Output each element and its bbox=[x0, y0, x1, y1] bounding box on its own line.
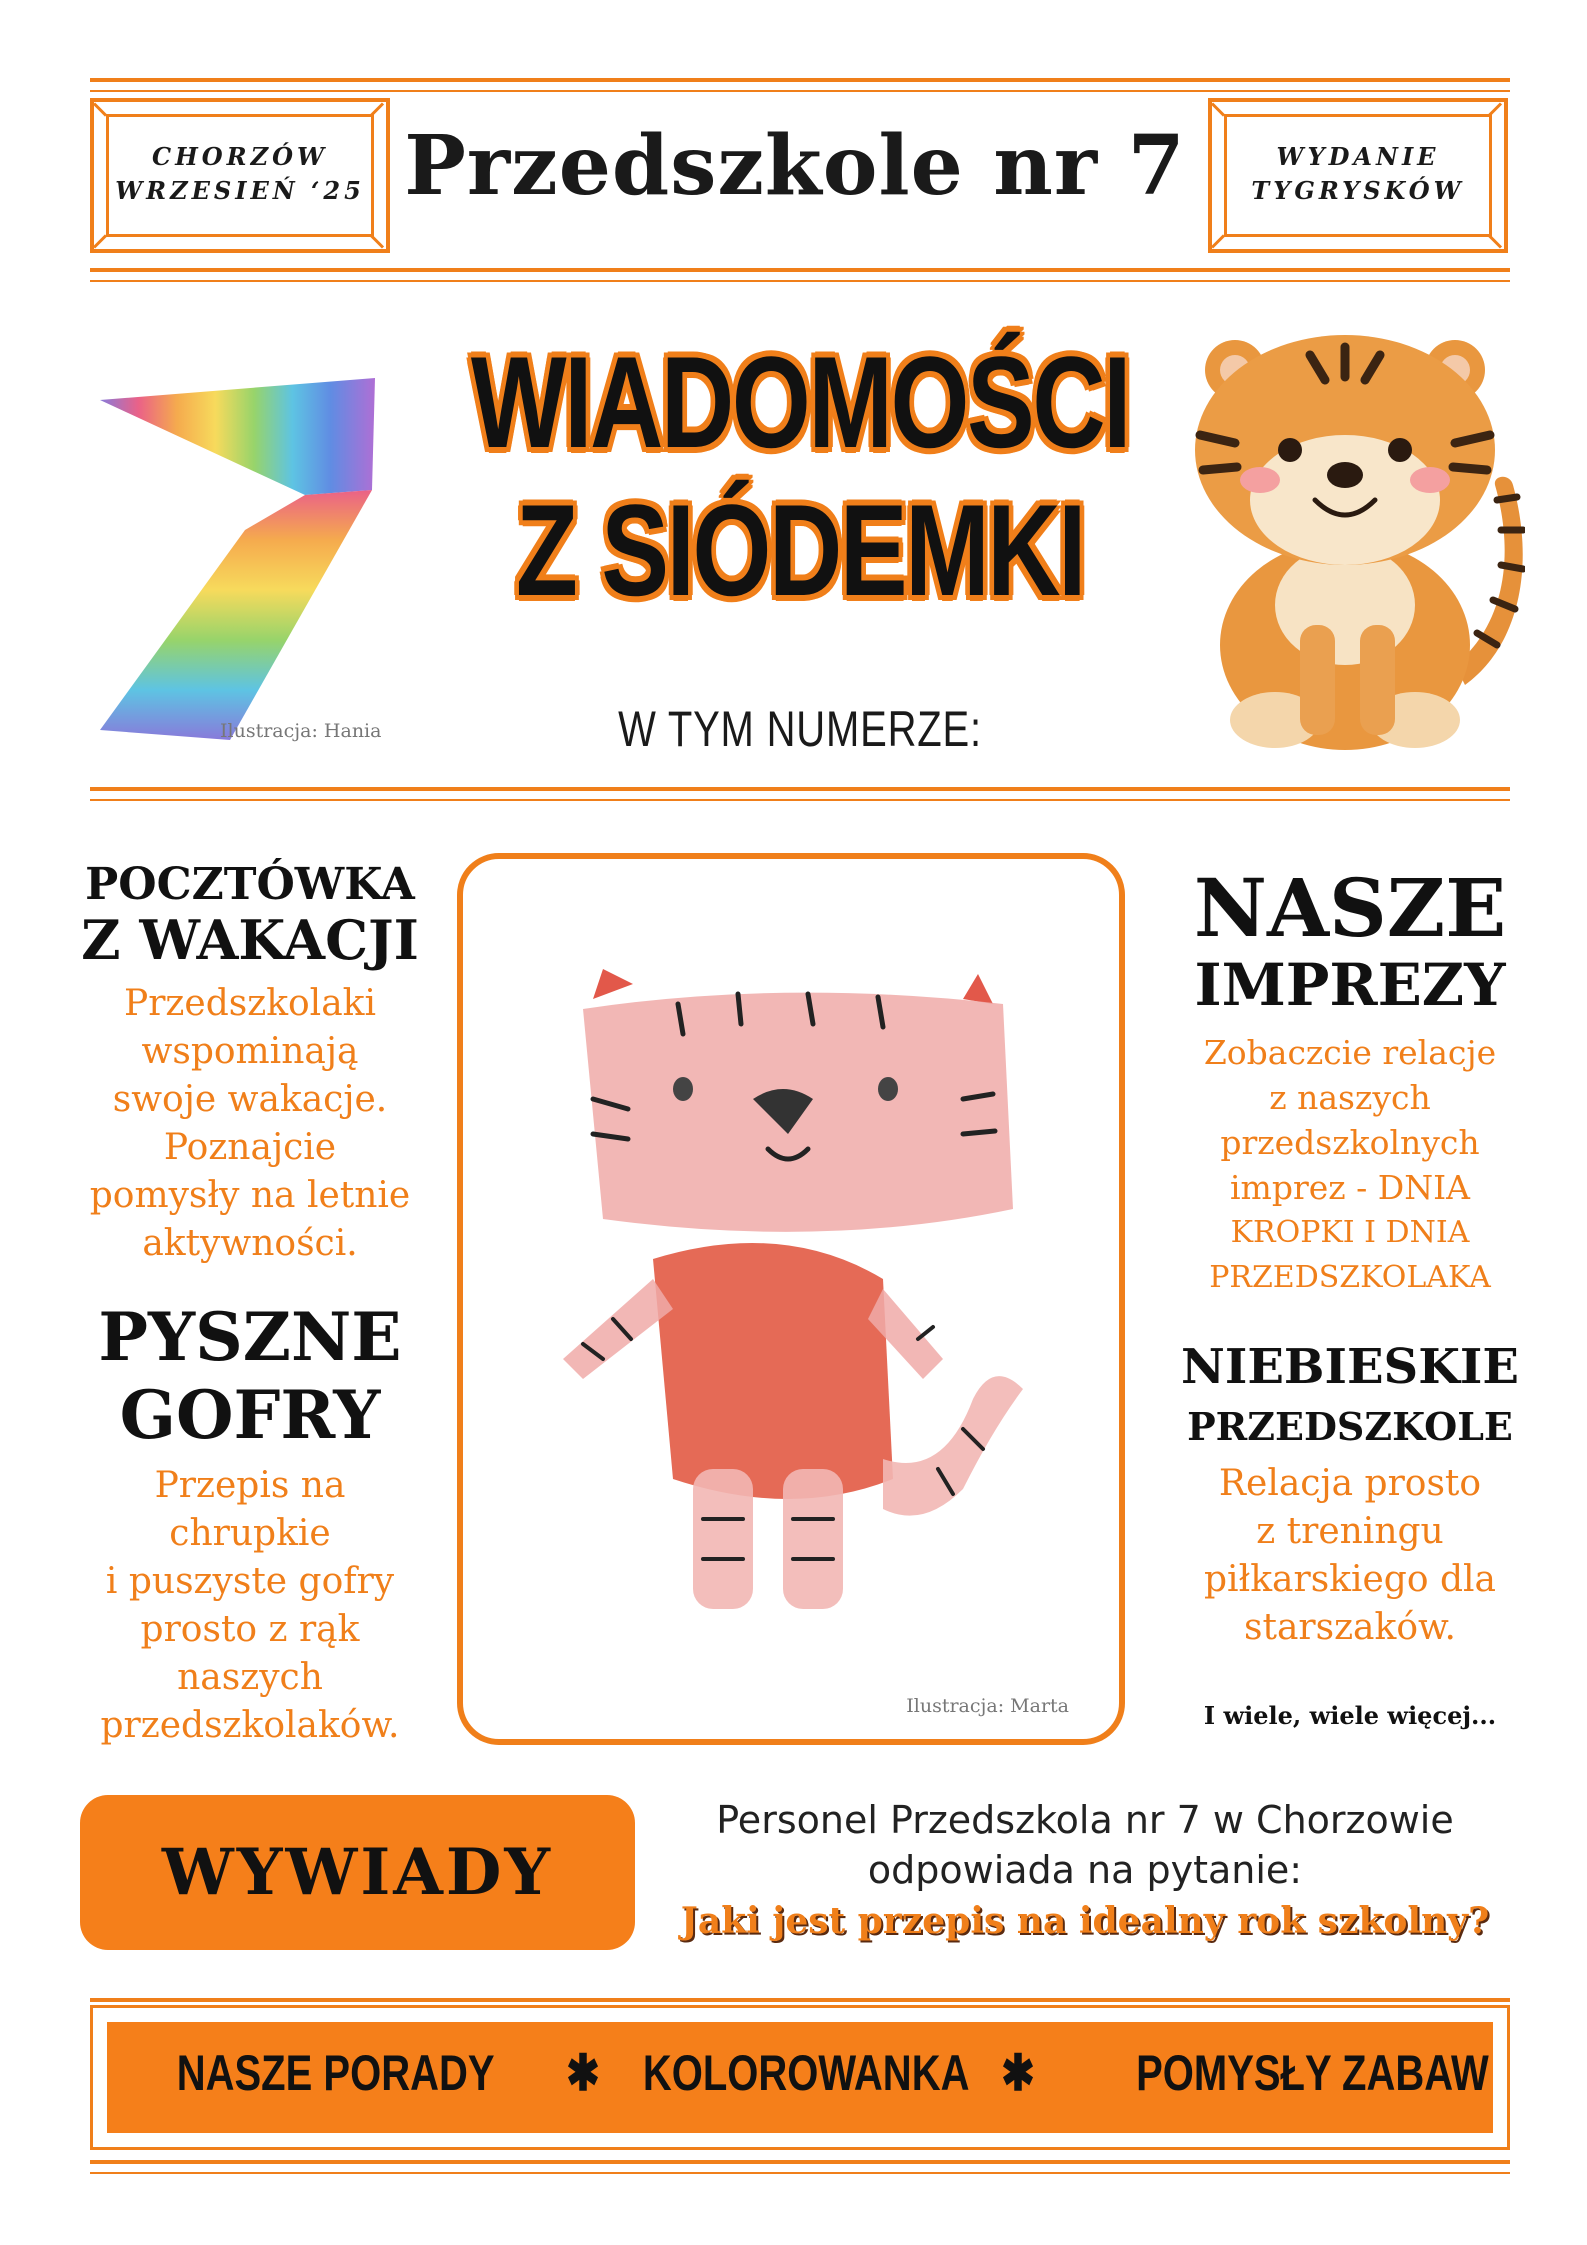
interviews-line2: odpowiada na pytanie: bbox=[867, 1848, 1303, 1892]
footer-separator-2: ✱ bbox=[1001, 2045, 1035, 2101]
article-waffles-head1: PYSZNE bbox=[98, 1298, 402, 1376]
top-rule-1 bbox=[90, 78, 1510, 82]
left-illustration-credit: Ilustracja: Hania bbox=[220, 720, 382, 742]
interviews-description bbox=[655, 1795, 1515, 1947]
rainbow-seven-illustration bbox=[80, 370, 380, 745]
mid-rule-2 bbox=[90, 799, 1510, 801]
top-rule-2 bbox=[90, 90, 1510, 92]
header-edition: WYDANIE bbox=[1276, 142, 1440, 171]
header-rule-1 bbox=[90, 268, 1510, 272]
center-drawing-frame bbox=[457, 853, 1125, 1745]
footer-separator-1: ✱ bbox=[566, 2045, 600, 2101]
article-waffles-body: Przepis na chrupkie i puszyste gofry prosto z rąk naszych przedszkolaków. bbox=[100, 1465, 400, 1746]
article-blue-body: Relacja prosto z treningu piłkarskiego dla starszaków. bbox=[1203, 1463, 1496, 1648]
header-rule-2 bbox=[90, 280, 1510, 282]
article-postcard-body: Przedszkolaki wspominają swoje wakacje. Poznajcie pomysły na letnie aktywności. bbox=[89, 983, 411, 1264]
footer-item-coloring: KOLOROWANKA bbox=[642, 2045, 970, 2101]
interviews-question: Jaki jest przepis na idealny rok szkolny? bbox=[680, 1900, 1490, 1942]
article-events-head2: IMPREZY bbox=[1194, 951, 1506, 1019]
tiger-child-drawing bbox=[523, 959, 1063, 1659]
center-illustration-credit: Ilustracja: Marta bbox=[906, 1695, 1069, 1717]
header-right-box bbox=[1208, 98, 1508, 253]
article-waffles-head2: GOFRY bbox=[119, 1376, 381, 1454]
footer-frame bbox=[90, 2005, 1510, 2150]
footer-bar bbox=[107, 2022, 1493, 2133]
issue-subtitle: W TYM NUMERZE: bbox=[618, 701, 982, 757]
article-postcard-head1: POCZTÓWKA bbox=[85, 859, 415, 910]
interviews-line1: Personel Przedszkola nr 7 w Chorzowie bbox=[716, 1798, 1454, 1842]
header-left-box bbox=[90, 98, 390, 253]
article-postcard-head2: Z WAKACJI bbox=[81, 908, 419, 972]
footer-rule-3 bbox=[90, 2172, 1510, 2174]
more-content-note: I wiele, wiele więcej... bbox=[1203, 1701, 1497, 1730]
footer-rule-1 bbox=[90, 1998, 1510, 2002]
footer-item-games: POMYSŁY ZABAW bbox=[1136, 2045, 1489, 2101]
tiger-illustration bbox=[1175, 325, 1525, 755]
header-edition-name: TYGRYSKÓW bbox=[1251, 176, 1465, 205]
footer-rule-2 bbox=[90, 2160, 1510, 2164]
masthead-title: Przedszkole nr 7 bbox=[404, 118, 1186, 214]
article-blue-head1: NIEBIESKIE bbox=[1181, 1339, 1519, 1395]
main-title-line2: Z SIÓDEMKI bbox=[515, 477, 1085, 623]
interviews-badge bbox=[80, 1795, 635, 1950]
mid-rule-1 bbox=[90, 787, 1510, 791]
article-events-head1: NASZE bbox=[1193, 861, 1507, 955]
article-events-body: Zobaczcie relacje z naszych przedszkolnych imprez - DNIA KROPKI I DNIA PRZEDSZKOLAKA bbox=[1203, 1033, 1497, 1295]
interviews-label: WYWIADY bbox=[161, 1835, 554, 1910]
main-title-line1: WIADOMOŚCI bbox=[470, 329, 1130, 475]
header-location: CHORZÓW bbox=[151, 142, 328, 171]
footer-item-advice: NASZE PORADY bbox=[176, 2045, 495, 2101]
article-blue-head2: PRZEDSZKOLE bbox=[1187, 1404, 1513, 1449]
header-date: WRZESIEŃ ‘25 bbox=[115, 176, 365, 205]
